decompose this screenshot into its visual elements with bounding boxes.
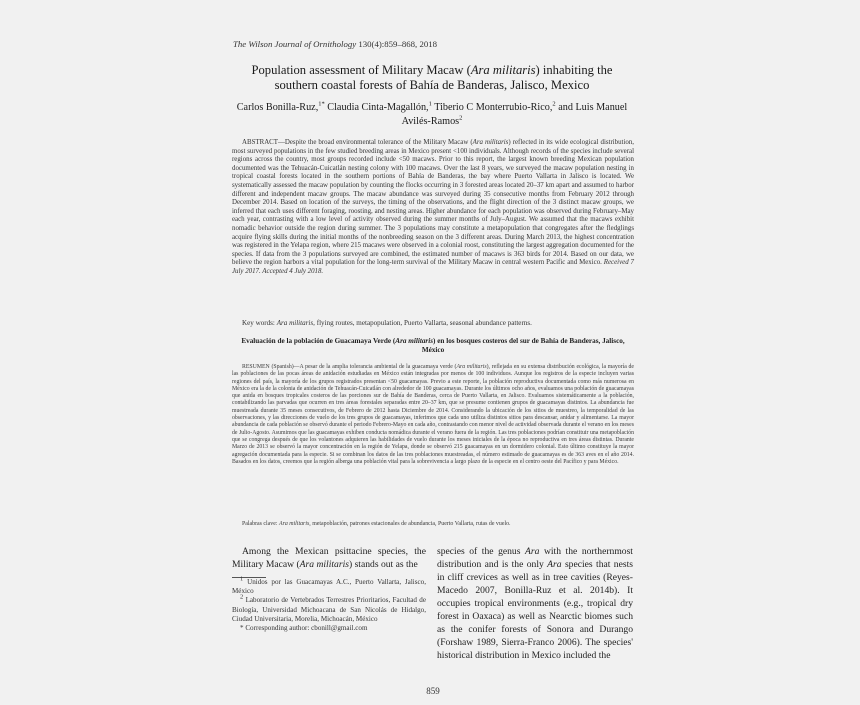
title-species: Ara militaris — [470, 63, 536, 77]
journal-citation: 130(4):859–868, 2018 — [356, 39, 438, 49]
footnote-corresponding — [232, 624, 426, 633]
right-column — [437, 545, 633, 662]
left-column — [232, 545, 426, 633]
running-header — [233, 39, 437, 49]
author-4-affiliation: 2 — [459, 114, 463, 122]
palabras-label: Palabras clave: — [242, 521, 279, 527]
footnote-2-text: Laboratorio de Vertebrados Terrestres Prioritarios, Facultad de Biología, Universidad Michoacana de San Nicolás de Hidalgo, Ciudad Universitaria, Morelia, Michoacán, México — [232, 596, 426, 623]
author-1-affiliation: 1 — [318, 100, 322, 108]
resumen-species: Ara militaris — [456, 364, 487, 370]
abstract-text-1: ABSTRACT—Despite the broad environmental tolerance of the Military Macaw ( — [242, 139, 473, 146]
palabras-species: Ara militaris — [278, 521, 310, 527]
author-4: and Luis Manuel Avilés-Ramos — [401, 102, 628, 127]
footnote-2 — [232, 596, 426, 624]
journal-name: The Wilson Journal of Ornithology — [233, 39, 357, 49]
footnote-1-text: Unidos por las Guacamayas A.C., Puerto Vallarta, Jalisco, México — [232, 578, 426, 596]
palabras-rest: , metapoblación, patrones estacionales de abundancia, Puerto Vallarta, rutas de vuelo. — [309, 521, 511, 527]
right-text-2: with the northernmost distribution and is the only — [437, 546, 633, 570]
received-dates: Received 7 July 2017. Accepted 4 July 2018. — [232, 259, 635, 275]
author-1-corresponding: * — [321, 100, 325, 108]
spanish-title-before: Evaluación de la población de Guacamaya Verde ( — [241, 337, 396, 345]
abstract-text-2: ) reflected in its wide ecological distribution, most surveyed populations in the few studied breeding areas in Mexico present <100 individuals. Although records of the species include several regions across the country, most groups recorded include <50 macaws. Prior to this report, the largest known breeding Mexican population documented was the Tehuacán-Cuicatlán nesting colony with 100 macaws. Over the last 8 years, we surveyed the macaw population nesting in tropical coastal forests located in the southern portions of Bahía de Banderas, the bay where Puerto Vallarta in Jalisco is located. We systematically assessed the macaw population by counting the flocks occurring in 3 forested areas located 20–37 km apart and assumed to harbor different and independent macaw groups. The macaw abundance was surveyed during 35 consecutive months from February 2012 through December 2014. Based on location of the surveys, the timing of the observations, and the flight direction of the 3 distinct macaw groups, we inferred that each uses different foraging, roosting, and nesting areas. Higher abundance for each population was observed during February–May each year, contrasting with a low level of activity observed during the summer months of July–August. We assumed that the macaws exhibit nomadic behavior outside the region during summer. The 3 populations may constitute a metapopulation that congregates after the fledglings acquire flying skills during the initial months of the nonbreeding season on the 3 different areas. During March 2013, the highest concentration was registered in the Yelapa region, where 215 macaws were observed in a colonial roost, constituting the largest aggregation documented for the species. If data from the 3 populations surveyed are combined, the estimated number of macaws is 363 birds for 2014. Based on our data, we believe the region harbors a vital population for the long-term survival of the Military Macaw in central western Pacific and Mexico. — [232, 139, 634, 267]
author-2: Claudia Cinta-Magallón, — [324, 102, 429, 113]
keywords-rest: , flying routes, metapopulation, Puerto Vallarta, seasonal abundance patterns. — [313, 319, 532, 327]
title-text-before: Population assessment of Military Macaw ( — [251, 63, 471, 77]
abstract — [232, 139, 634, 277]
right-text-3: species that nests in cliff crevices as well as in tree cavities (Reyes-Macedo 2007, Bonilla-Ruz et al. 2014b). It occupies tropical environments (e.g., tropical dry forest in Oaxaca) as well as Nearctic biomes such as the conifer forests of Sonora and Durango (Forshaw 1989, Sierra-Franco 2006). The species' historical distribution in Mexico included the — [437, 559, 633, 661]
page-number: 859 — [426, 686, 440, 696]
spanish-title-species: Ara militaris — [395, 337, 434, 345]
author-1: Carlos Bonilla-Ruz, — [236, 102, 319, 113]
intro-species: Ara militaris — [299, 559, 349, 570]
keywords-label: Key words: — [242, 319, 277, 327]
corresponding-author-email: * Corresponding author: cbonill@gmail.com — [240, 624, 368, 633]
footnote-2-mark: 2 — [240, 594, 244, 602]
right-text-1: species of the genus — [437, 546, 525, 557]
resumen — [232, 364, 634, 466]
author-3: Tiberio C Monterrubio-Rico, — [431, 102, 553, 113]
spanish-title-after: ) en los bosques costeros del sur de Bahía de Banderas, Jalisco, México — [421, 337, 625, 354]
title-text-after: ) inhabiting the southern coastal forests of Bahía de Banderas, Jalisco, Mexico — [274, 63, 613, 92]
intro-text-2: ) stands out as the — [348, 559, 418, 570]
resumen-text-1: RESUMEN (Spanish)—A pesar de la amplia tolerancia ambiental de la guacamaya verde ( — [242, 364, 457, 370]
resumen-text-2: ), reflejada en su extensa distribución ecológica, la mayoría de las poblaciones de las pocas áreas de anidación estudiadas en México están integradas por menos de 100 individuos. Aunque los registros de la especie incluyen varias regiones del país, la mayoría de los grupos registrados presentan <50 guacamayas. Previo a este reporte, la población reproductiva documentada como más numerosa en México era la de la colonia de anidación de Tehuacán-Cuicatlán con alrededor de 100 guacamayas. Durante los últimos ocho años, evaluamos una población de guacamayas que anida en bosques tropicales costeros de las porciones sur de Bahía de Banderas, cerca de Puerto Vallarta, en Jalisco. Evaluamos sistemáticamente a la población, contabilizando las parvadas que ocurren en tres áreas forestales separadas entre 20–37 km, que se presume contienen grupos de guacamayas distintos. La abundancia fue muestreada durante 35 meses consecutivos, de Febrero de 2012 hasta Diciembre de 2014. Considerando la ubicación de los sitios de muestreo, la temporalidad de las observaciones, y las direcciones de vuelo de los tres grupos de guacamayas, inferimos que cada uno utiliza distintos sitios para descansar, anidar y alimentarse. La mayor abundancia de cada población se observó durante el periodo Febrero-Mayo en cada año, contrastando con menor nivel de actividad observada durante el verano en los meses de Julio-Agosto. Asumimos que las guacamayas exhiben conducta nomádica durante el verano fuera de la región. Las tres poblaciones podrían constituir una metapoblación que se congrega después de que los volantones adquieren las habilidades de vuelo durante los meses iniciales de la época no reproductiva en tres áreas distintas. Durante Marzo de 2013 se observó la mayor concentración en la región de Yelapa, donde se observó 215 guacamayas en un dormidero colonial. Esto último constituye la mayor agregación documentada para la especie. Si se combinan los datos de las tres poblaciones muestreadas, el número estimado de guacamayas es de 363 aves en el año 2014. Basados en los datos, creemos que la región alberga una población vital para la sobrevivencia a largo plazo de la especie en el centro oeste del Pacífico y para México. — [232, 364, 635, 465]
genus-ara-1: Ara — [525, 546, 540, 557]
author-3-affiliation: 2 — [552, 100, 556, 108]
intro-text-1: Among the Mexican psittacine species, the Military Macaw ( — [232, 546, 426, 570]
author-list — [232, 101, 632, 129]
footnote-1 — [232, 575, 426, 596]
author-2-affiliation: 1 — [428, 100, 432, 108]
keywords — [232, 319, 634, 328]
spanish-title — [232, 337, 634, 355]
footnote-1-mark: 1 — [240, 575, 244, 583]
article-title — [232, 63, 632, 93]
genus-ara-2: Ara — [547, 559, 562, 570]
abstract-species: Ara militaris — [472, 139, 509, 146]
intro-paragraph-start — [232, 545, 426, 571]
keywords-species: Ara militaris — [276, 319, 314, 327]
palabras-clave — [232, 520, 634, 528]
